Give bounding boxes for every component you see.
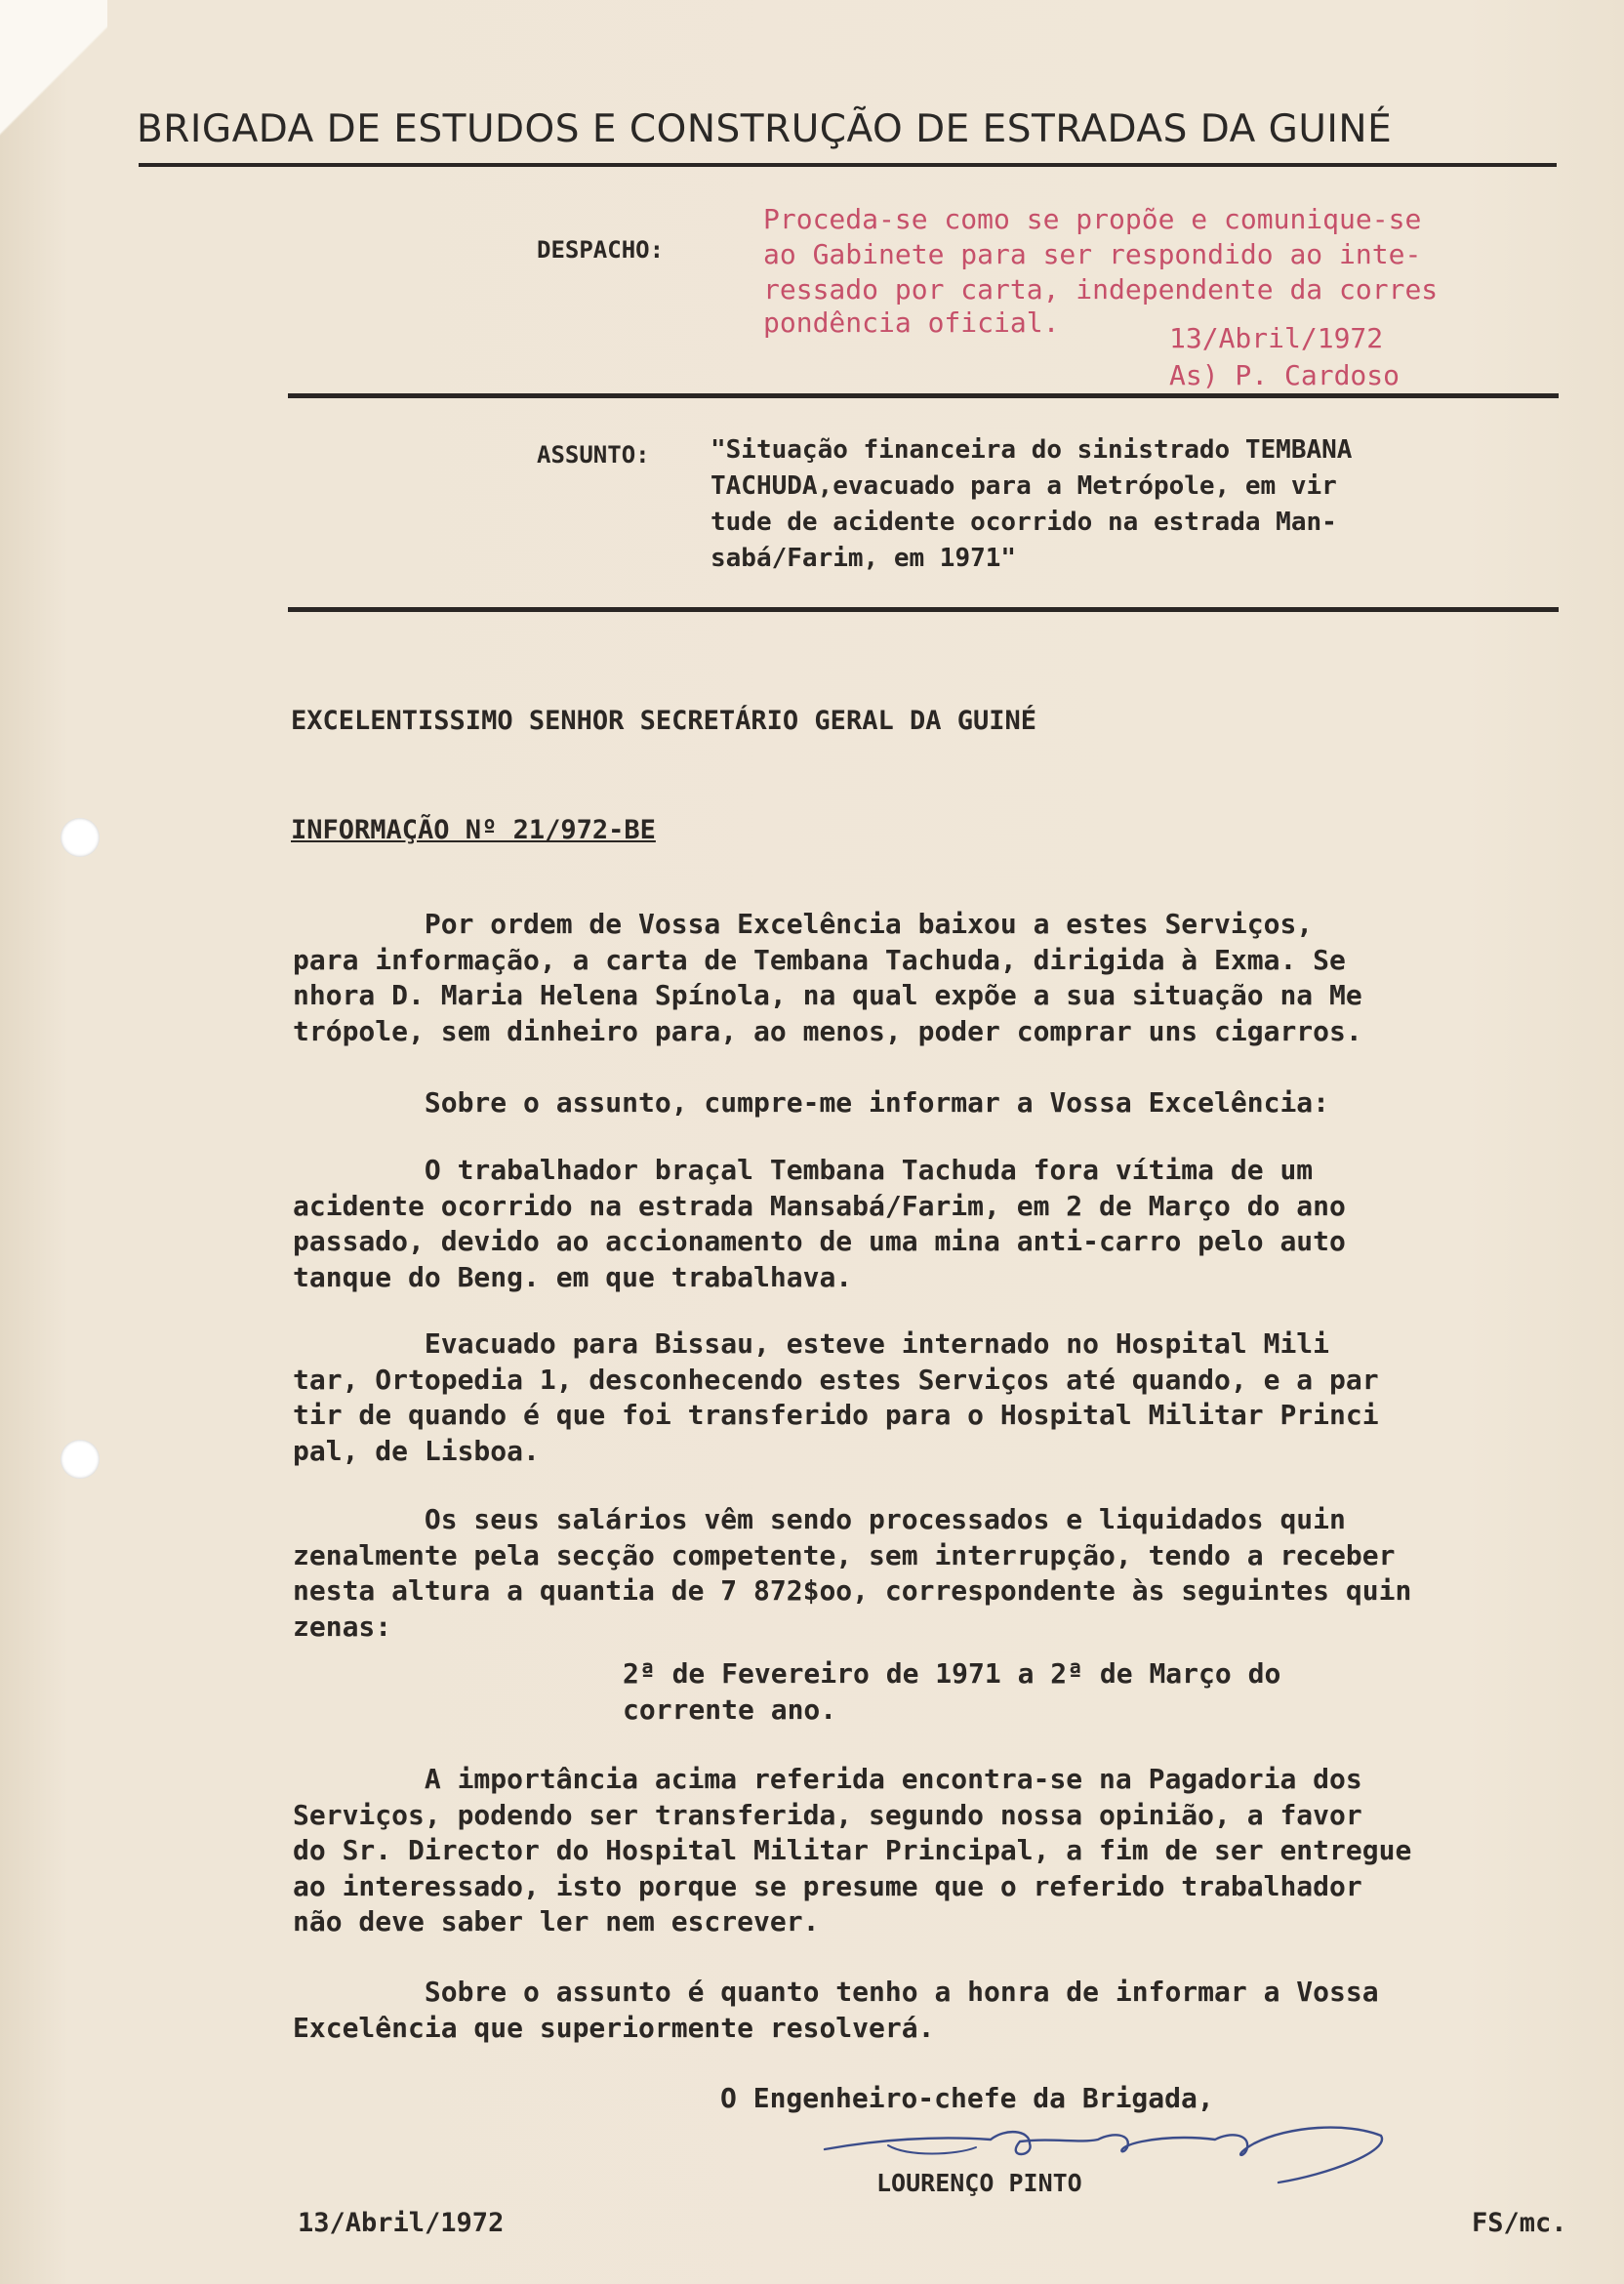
punch-hole (61, 818, 100, 857)
paragraph: A importância acima referida encontra-se na Pagadoria dos Serviços, podendo ser transferida, segundo nossa opinião, a favor do Sr. Director do Hospital Militar Principal, a fim de ser entregue ao interessado, isto porque se presume que o referido trabalhador não deve saber ler nem escrever. (293, 1763, 1412, 1937)
paragraph: Sobre o assunto é quanto tenho a honra de informar a Vossa Excelência que superiormente resolverá. (293, 1976, 1379, 2044)
paragraph: Evacuado para Bissau, esteve internado no Hospital Mili tar, Ortopedia 1, desconhecendo estes Serviços até quando, e a par tir de quando é que foi transferido para o Hospital Militar Princi pal, de Lisboa. (293, 1327, 1379, 1467)
assunto-label: ASSUNTO: (537, 441, 650, 469)
assunto-rule (288, 607, 1559, 612)
paragraph: Sobre o assunto, cumpre-me informar a Vossa Excelência: (293, 1086, 1330, 1119)
despacho-signature: As) P. Cardoso (1169, 359, 1401, 391)
despacho-date: 13/Abril/1972 (1169, 322, 1384, 354)
document-date: 13/Abril/1972 (298, 2208, 505, 2238)
punch-hole (61, 1440, 100, 1479)
despacho-rule (288, 393, 1559, 398)
despacho-line: Proceda-se como se propõe e comunique-se (763, 203, 1422, 235)
despacho-line: pondência oficial. (763, 306, 1060, 339)
despacho-label: DESPACHO: (537, 236, 665, 264)
letterhead: BRIGADA DE ESTUDOS E CONSTRUÇÃO DE ESTRADAS DA GUINÉ (137, 107, 1393, 151)
quinzenas-period: 2ª de Fevereiro de 1971 a 2ª de Março do corrente ano. (623, 1657, 1281, 1726)
reference-initials: FS/mc. (1472, 2208, 1567, 2238)
signatory-name: LOURENÇO PINTO (876, 2169, 1082, 2197)
paragraph: O trabalhador braçal Tembana Tachuda fora vítima de um acidente ocorrido na estrada Mansabá/Farim, em 2 de Março do ano passado, devido ao accionamento de uma mina anti-carro pelo auto tanque do Beng. em que trabalhava. (293, 1154, 1346, 1293)
assunto-text: "Situação financeira do sinistrado TEMBANA TACHUDA,evacuado para a Metrópole, em vir tude de acidente ocorrido na estrada Man- sabá/Farim, em 1971" (710, 435, 1353, 573)
despacho-line: ao Gabinete para ser respondido ao inte- (763, 238, 1422, 270)
closing: O Engenheiro-chefe da Brigada, (720, 2082, 1214, 2114)
informacao-number: INFORMAÇÃO Nº 21/972-BE (291, 815, 656, 845)
folded-corner (0, 0, 107, 224)
letterhead-rule (139, 163, 1557, 167)
despacho-line: ressado por carta, independente da corres (763, 273, 1439, 306)
addressee: EXCELENTISSIMO SENHOR SECRETÁRIO GERAL DA GUINÉ (291, 706, 1037, 736)
paragraph: Os seus salários vêm sendo processados e liquidados quin zenalmente pela secção competente, sem interrupção, tendo a receber nesta altura a quantia de 7 872$oo, correspondente às seguintes quin zenas: (293, 1503, 1412, 1643)
paragraph: Por ordem de Vossa Excelência baixou a estes Serviços, para informação, a carta de Tembana Tachuda, dirigida à Exma. Se nhora D. Maria Helena Spínola, na qual expõe a sua situação na Me trópole, sem dinheiro para, ao menos, poder comprar uns cigarros. (293, 908, 1362, 1047)
